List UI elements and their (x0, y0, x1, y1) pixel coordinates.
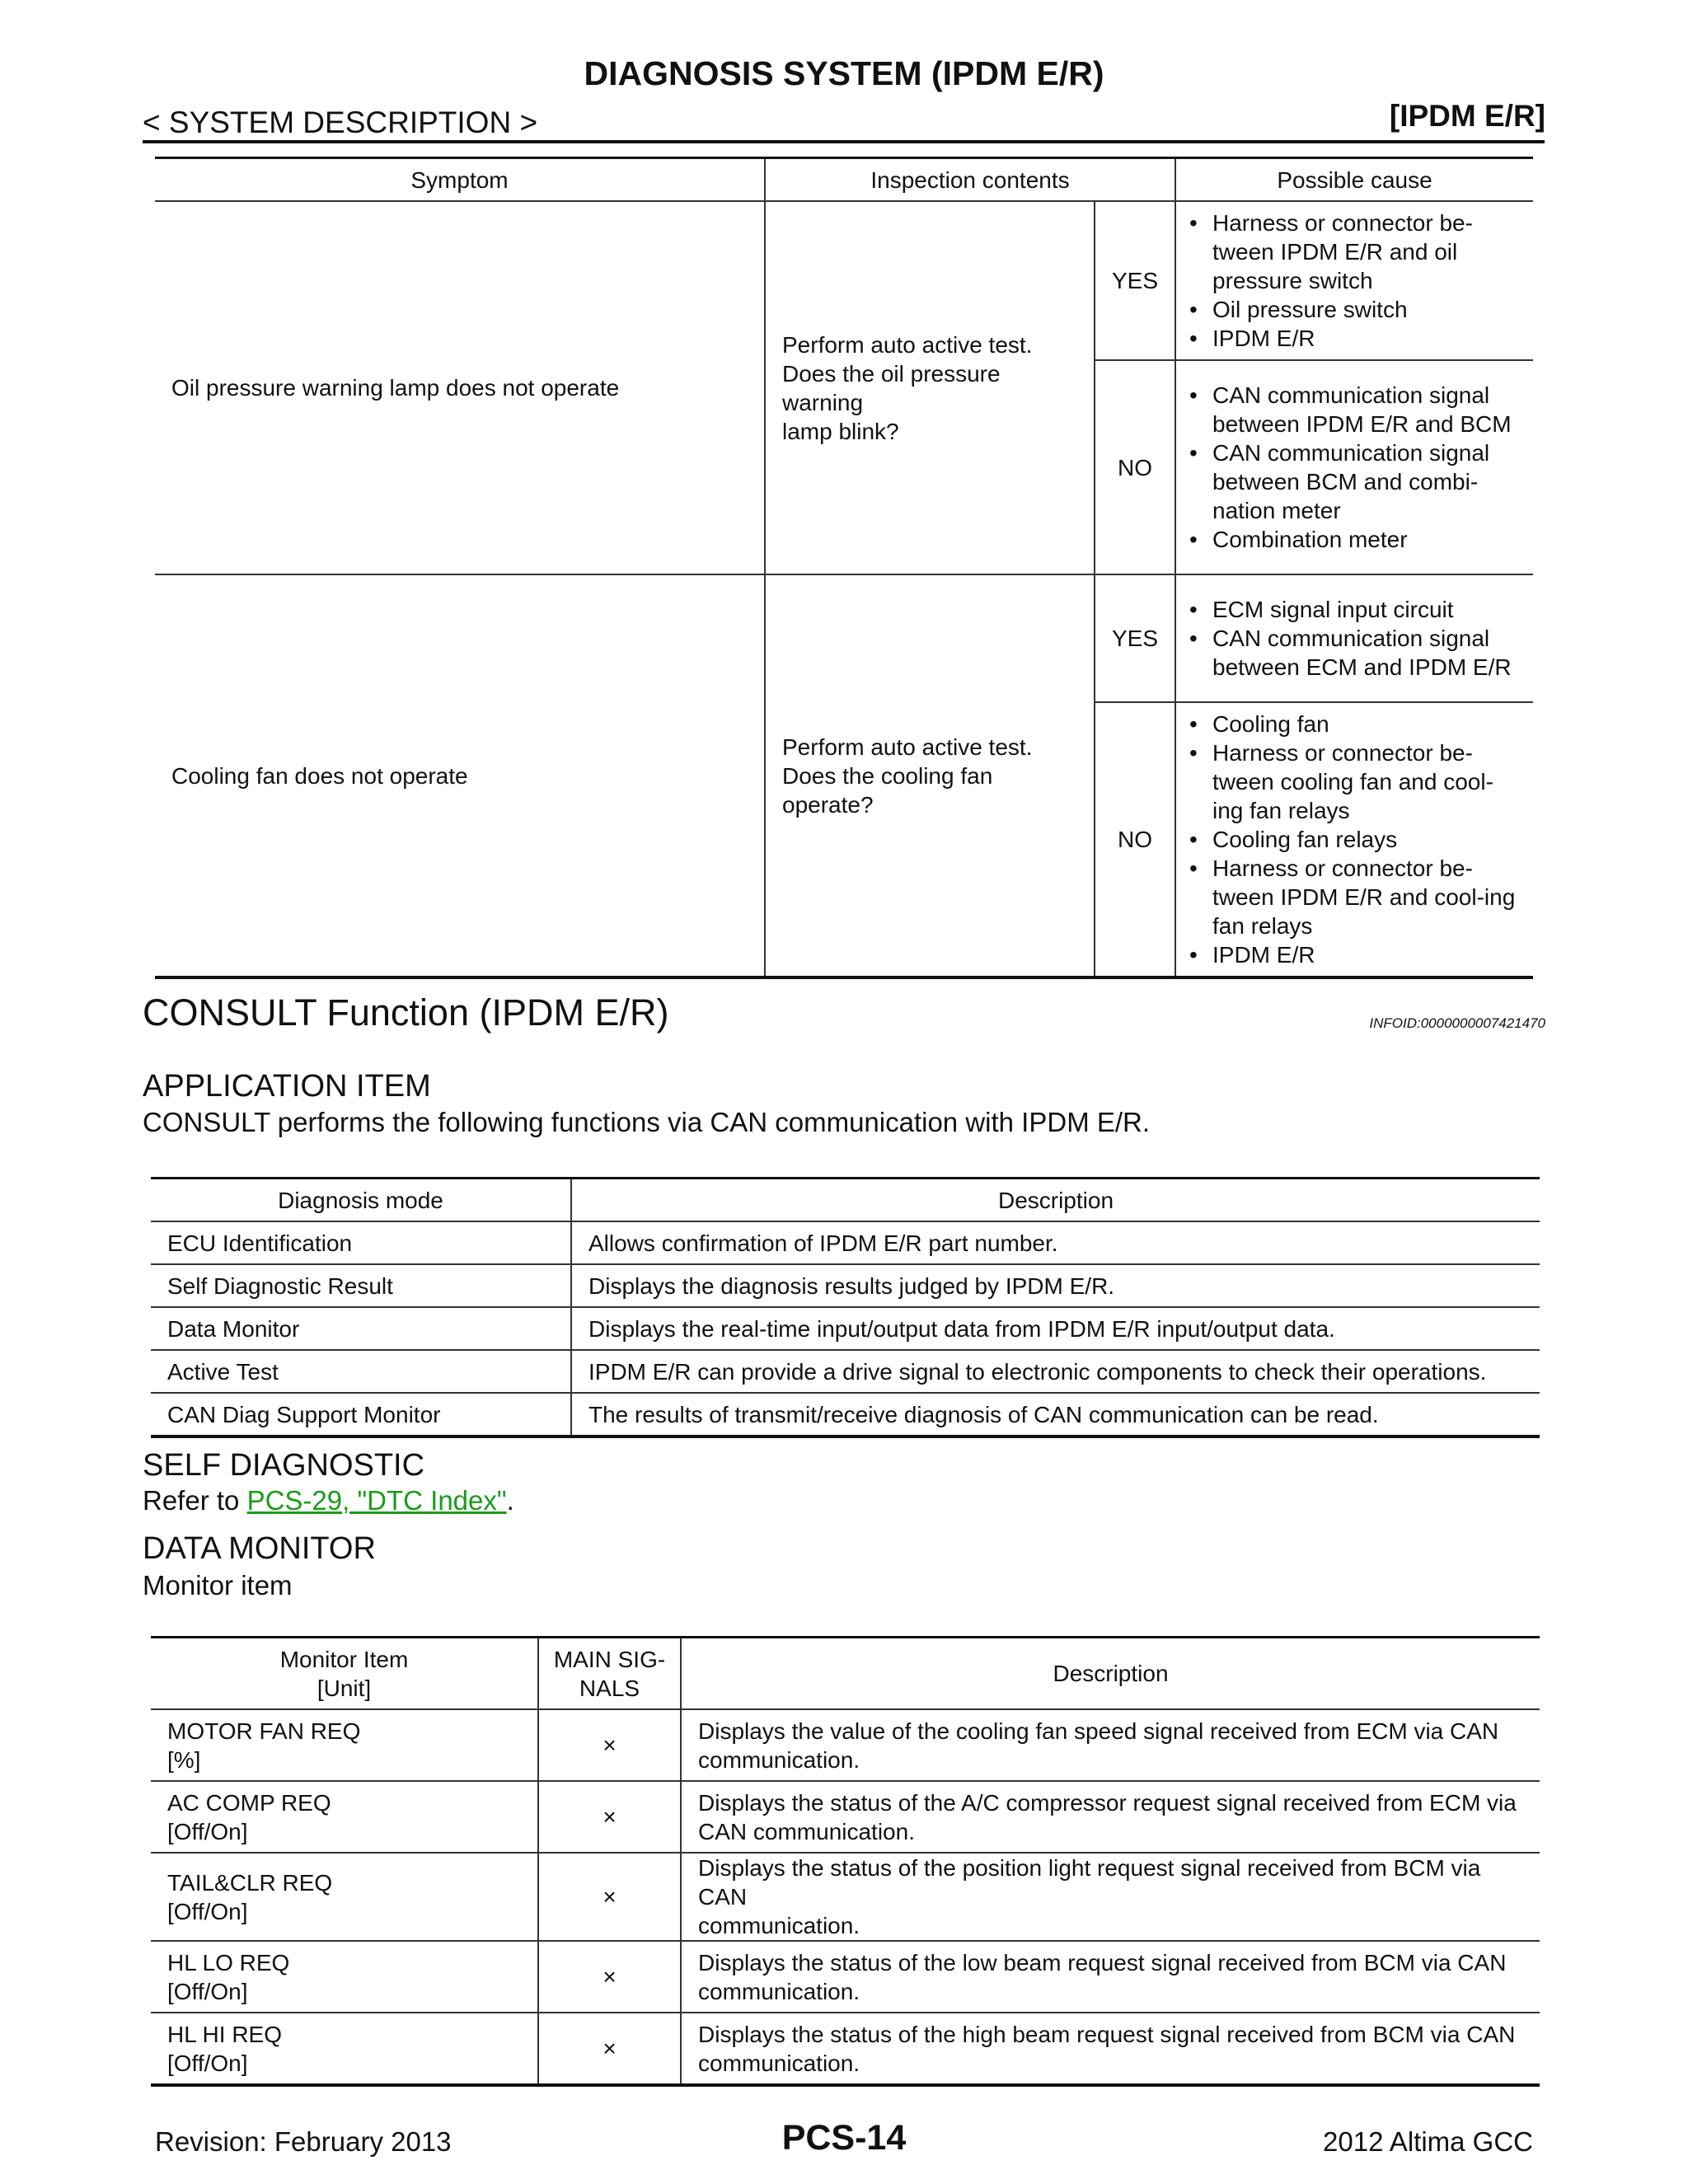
main-signal-mark: × (538, 1853, 681, 1941)
cause-item: • CAN communication signal between ECM and IPDM E/R (1189, 624, 1520, 682)
cause-item: • Harness or connector be-tween IPDM E/R and cool-ing fan relays (1189, 854, 1520, 940)
description-cell (681, 1853, 1540, 1941)
table-row (155, 201, 1533, 360)
header-line: NALS (579, 1675, 640, 1701)
description-cell: IPDM E/R can provide a drive signal to electronic components to check their operations. (571, 1350, 1540, 1393)
column-header (151, 1638, 538, 1710)
no-label: NO (1095, 702, 1175, 977)
monitor-item-unit: [Off/On] (167, 1978, 248, 2004)
reference-suffix: . (506, 1485, 514, 1516)
column-header: Symptom (155, 158, 765, 202)
description-line: Displays the status of the A/C compressor request signal received from ECM via (698, 1789, 1517, 1816)
cause-item: • CAN communication signal between BCM and combi-nation meter (1189, 438, 1520, 525)
description-line: Displays the value of the cooling fan speed signal received from ECM via CAN (698, 1718, 1499, 1744)
self-diagnostic-title: SELF DIAGNOSTIC (143, 1448, 425, 1483)
reference-prefix: Refer to (143, 1485, 247, 1516)
cause-item: • Cooling fan (1189, 710, 1520, 738)
description-line: communication. (698, 2050, 860, 2076)
monitor-item-subtitle: Monitor item (143, 1570, 293, 1601)
cause-item: • ECM signal input circuit (1189, 595, 1520, 624)
main-signal-mark: × (538, 1781, 681, 1853)
footer-model: 2012 Altima GCC (1323, 2126, 1533, 2157)
cause-item: • IPDM E/R (1189, 940, 1520, 969)
header-line: Monitor Item (279, 1646, 409, 1672)
description-cell: Displays the diagnosis results judged by IPDM E/R. (571, 1264, 1540, 1307)
table-row (151, 1709, 1540, 1781)
table-row (151, 1264, 1540, 1307)
diagnosis-mode-cell: Data Monitor (151, 1307, 571, 1350)
monitor-table-header (151, 1638, 1540, 1710)
cause-item: • Harness or connector be-tween IPDM E/R and oil pressure switch (1189, 209, 1520, 295)
page-number: PCS-14 (781, 2118, 907, 2158)
monitor-item-cell (151, 1781, 538, 1853)
description-cell (681, 1781, 1540, 1853)
possible-cause-cell (1175, 702, 1533, 977)
table-row (151, 1221, 1540, 1264)
diagnosis-mode-cell: CAN Diag Support Monitor (151, 1393, 571, 1436)
column-header: Description (571, 1179, 1540, 1222)
cause-item: • Cooling fan relays (1189, 825, 1520, 854)
inspection-cell (765, 201, 1095, 574)
description-cell (681, 2013, 1540, 2085)
table-row (151, 1781, 1540, 1853)
symptom-cell: Oil pressure warning lamp does not operate (155, 201, 765, 574)
monitor-item-name: HL LO REQ (167, 1949, 290, 1975)
header-divider (143, 140, 1545, 143)
monitor-item-unit: [%] (167, 1746, 201, 1773)
table-row (151, 1393, 1540, 1436)
info-id: INFOID:0000000007421470 (1369, 1015, 1545, 1031)
column-header: Inspection contents (765, 158, 1175, 202)
header-tag: [IPDM E/R] (1389, 99, 1545, 133)
section-breadcrumb: < SYSTEM DESCRIPTION > (143, 105, 538, 139)
table-row (151, 1307, 1540, 1350)
monitor-item-cell (151, 1941, 538, 2013)
column-header: Diagnosis mode (151, 1179, 571, 1222)
monitor-item-cell (151, 2013, 538, 2085)
monitor-item-name: HL HI REQ (167, 2021, 282, 2047)
cause-item: • IPDM E/R (1189, 324, 1520, 353)
monitor-item-name: MOTOR FAN REQ (167, 1718, 361, 1744)
possible-cause-cell (1175, 201, 1533, 360)
description-cell (681, 1941, 1540, 2013)
monitor-item-unit: [Off/On] (167, 2050, 248, 2076)
description-line: Displays the status of the high beam request signal received from BCM via CAN (698, 2021, 1516, 2047)
possible-cause-cell (1175, 360, 1533, 574)
description-line: Displays the status of the low beam request signal received from BCM via CAN (698, 1949, 1507, 1975)
yes-label: YES (1095, 574, 1175, 702)
description-cell: The results of transmit/receive diagnosis of CAN communication can be read. (571, 1393, 1540, 1436)
description-line: CAN communication. (698, 1818, 915, 1844)
inspection-line: lamp blink? (782, 418, 899, 444)
yes-label: YES (1095, 201, 1175, 360)
monitor-item-cell (151, 1853, 538, 1941)
inspection-line: Perform auto active test. (782, 331, 1033, 358)
monitor-item-cell (151, 1709, 538, 1781)
diagnosis-mode-cell: Self Diagnostic Result (151, 1264, 571, 1307)
description-line: communication. (698, 1913, 860, 1938)
monitor-item-unit: [Off/On] (167, 1898, 248, 1924)
monitor-item-table (151, 1636, 1540, 2087)
cause-item: • Combination meter (1189, 525, 1520, 554)
diagnosis-mode-table (151, 1177, 1540, 1438)
cause-item: • Oil pressure switch (1189, 295, 1520, 324)
document-title: DIAGNOSIS SYSTEM (IPDM E/R) (584, 54, 1104, 92)
cause-item: • Harness or connector be-tween cooling fan and cool-ing fan relays (1189, 738, 1520, 825)
monitor-item-name: TAIL&CLR REQ (167, 1869, 333, 1896)
description-line: communication. (698, 1978, 860, 2004)
inspection-line: Does the oil pressure warning (782, 360, 1001, 415)
table-row (151, 1941, 1540, 2013)
description-line: Displays the status of the position light request signal received from BCM via CAN (698, 1855, 1481, 1910)
description-cell: Displays the real-time input/output data from IPDM E/R input/output data. (571, 1307, 1540, 1350)
symptom-cell: Cooling fan does not operate (155, 574, 765, 977)
possible-cause-cell (1175, 574, 1533, 702)
inspection-line: Does the cooling fan operate? (782, 762, 993, 818)
no-label: NO (1095, 360, 1175, 574)
description-cell (681, 1709, 1540, 1781)
application-item-title: APPLICATION ITEM (143, 1069, 431, 1104)
column-header: Possible cause (1175, 158, 1533, 202)
self-diagnostic-reference (143, 1485, 514, 1516)
diagnosis-mode-cell: Active Test (151, 1350, 571, 1393)
diagnosis-mode-cell: ECU Identification (151, 1221, 571, 1264)
cause-item: • CAN communication signal between IPDM E/R and BCM (1189, 381, 1520, 438)
diagnosis-table-header (151, 1179, 1540, 1222)
data-monitor-title: DATA MONITOR (143, 1531, 376, 1566)
table-row (155, 574, 1533, 702)
main-signal-mark: × (538, 1709, 681, 1781)
header-line: MAIN SIG- (553, 1646, 666, 1672)
table-row (151, 1853, 1540, 1941)
symptom-table-header (155, 158, 1533, 202)
monitor-item-name: AC COMP REQ (167, 1789, 331, 1816)
table-row (151, 1350, 1540, 1393)
inspection-cell (765, 574, 1095, 977)
monitor-item-unit: [Off/On] (167, 1818, 248, 1844)
application-description: CONSULT performs the following functions via CAN communication with IPDM E/R. (143, 1107, 1151, 1137)
dtc-index-link[interactable]: PCS-29, "DTC Index" (246, 1485, 507, 1516)
main-signal-mark: × (538, 2013, 681, 2085)
header-line: [Unit] (316, 1675, 372, 1701)
column-header: Description (681, 1638, 1540, 1710)
inspection-line: Perform auto active test. (782, 733, 1033, 760)
main-signal-mark: × (538, 1941, 681, 2013)
description-line: communication. (698, 1746, 860, 1773)
column-header (538, 1638, 681, 1710)
description-cell: Allows confirmation of IPDM E/R part number. (571, 1221, 1540, 1264)
footer-revision: Revision: February 2013 (155, 2126, 452, 2157)
consult-section-title: CONSULT Function (IPDM E/R) (143, 991, 669, 1033)
symptom-table (155, 157, 1533, 979)
table-row (151, 2013, 1540, 2085)
